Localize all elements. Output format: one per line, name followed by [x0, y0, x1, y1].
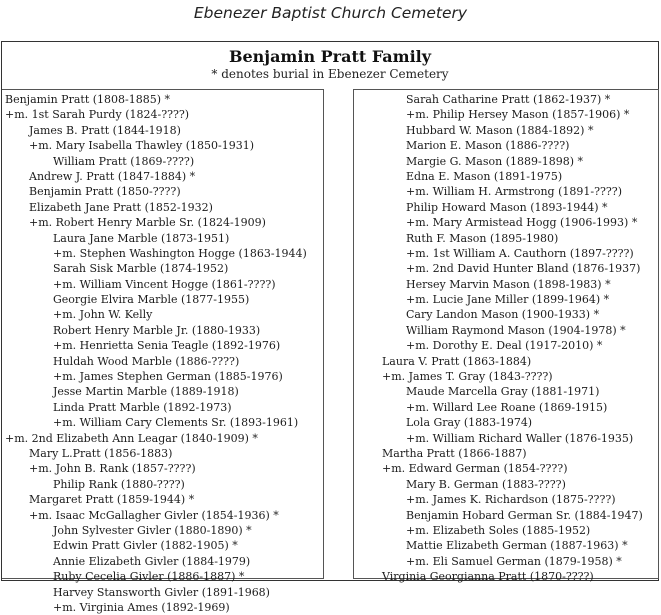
right-column	[353, 89, 659, 584]
family-member-entry: +m. Stephen Washington Hogge (1863-1944)	[53, 246, 307, 260]
family-member-entry: +m. Elizabeth Soles (1885-1952)	[406, 523, 591, 537]
page-title: Ebenezer Baptist Church Cemetery	[193, 4, 468, 22]
family-member-entry: +m. Dorothy E. Deal (1917-2010) *	[406, 339, 603, 353]
family-member-entry: Mary L.Pratt (1856-1883)	[29, 446, 173, 460]
family-member-entry: Martha Pratt (1866-1887)	[382, 446, 527, 460]
family-member-entry: Philip Rank (1880-????)	[53, 477, 185, 491]
burial-legend: * denotes burial in Ebenezer Cemetery	[211, 67, 449, 81]
family-title: Benjamin Pratt Family	[228, 47, 432, 66]
family-member-entry: Linda Pratt Marble (1892-1973)	[53, 400, 232, 414]
family-member-entry: Sarah Sisk Marble (1874-1952)	[53, 262, 229, 276]
family-member-entry: +m. John B. Rank (1857-????)	[29, 462, 196, 476]
family-member-entry: +m. 1st William A. Cauthorn (1897-????)	[406, 246, 634, 260]
family-member-entry: Sarah Catharine Pratt (1862-1937) *	[406, 93, 611, 106]
family-member-entry: Andrew J. Pratt (1847-1884) *	[29, 169, 196, 183]
family-member-entry: +m. James Stephen German (1885-1976)	[53, 370, 283, 384]
family-member-entry: Huldah Wood Marble (1886-????)	[53, 354, 240, 368]
family-member-entry: +m. Virginia Ames (1892-1969)	[53, 600, 230, 614]
family-table	[1, 41, 659, 614]
family-member-entry: +m. William Cary Clements Sr. (1893-1961)	[53, 416, 299, 430]
family-member-entry: +m. Henrietta Senia Teagle (1892-1976)	[53, 339, 281, 353]
family-member-entry: +m. William Vincent Hogge (1861-????)	[53, 277, 276, 291]
family-member-entry: Mary B. German (1883-????)	[406, 477, 566, 491]
family-member-entry: +m. Lucie Jane Miller (1899-1964) *	[406, 293, 610, 307]
family-member-entry: +m. William Richard Waller (1876-1935)	[406, 431, 634, 445]
family-member-entry: Benjamin Pratt (1850-????)	[29, 185, 181, 199]
family-member-entry: Hubbard W. Mason (1884-1892) *	[406, 123, 594, 137]
family-member-entry: Maude Marcella Gray (1881-1971)	[406, 385, 600, 399]
family-member-entry: James B. Pratt (1844-1918)	[29, 123, 181, 137]
family-member-entry: +m. Mary Armistead Hogg (1906-1993) *	[406, 216, 638, 230]
family-member-entry: +m. William H. Armstrong (1891-????)	[406, 185, 622, 199]
family-member-entry: Ruth F. Mason (1895-1980)	[406, 231, 559, 245]
family-member-entry: +m. Isaac McGallagher Givler (1854-1936) *	[29, 508, 279, 522]
family-member-entry: Laura Jane Marble (1873-1951)	[53, 231, 230, 245]
family-member-entry: Annie Elizabeth Givler (1884-1979)	[53, 554, 251, 568]
family-member-entry: Elizabeth Jane Pratt (1852-1932)	[29, 200, 213, 214]
family-member-entry: +m. 2nd Elizabeth Ann Leagar (1840-1909) *	[5, 431, 258, 445]
family-member-entry: Virginia Georgianna Pratt (1870-????)	[382, 570, 594, 584]
family-member-entry: Robert Henry Marble Jr. (1880-1933)	[53, 323, 261, 337]
family-member-entry: Ruby Cecelia Givler (1886-1887) *	[53, 570, 245, 584]
family-member-entry: +m. Robert Henry Marble Sr. (1824-1909)	[29, 216, 266, 230]
family-member-entry: Philip Howard Mason (1893-1944) *	[406, 200, 608, 214]
family-member-entry: +m. Edward German (1854-????)	[382, 462, 568, 476]
family-member-entry: +m. John W. Kelly	[53, 308, 153, 322]
family-member-entry: Edwin Pratt Givler (1882-1905) *	[53, 539, 238, 553]
family-member-entry: William Pratt (1869-????)	[53, 154, 195, 168]
family-member-entry: +m. Eli Samuel German (1879-1958) *	[406, 554, 622, 568]
family-member-entry: Georgie Elvira Marble (1877-1955)	[53, 293, 250, 307]
family-member-entry: +m. 2nd David Hunter Bland (1876-1937)	[406, 262, 641, 276]
family-member-entry: Cary Landon Mason (1900-1933) *	[406, 308, 600, 322]
family-member-entry: +m. Willard Lee Roane (1869-1915)	[406, 400, 608, 414]
family-member-entry: Harvey Stansworth Givler (1891-1968)	[53, 585, 270, 599]
family-member-entry: Edna E. Mason (1891-1975)	[406, 169, 563, 183]
family-member-entry: Margaret Pratt (1859-1944) *	[29, 493, 195, 507]
family-member-entry: Mattie Elizabeth German (1887-1963) *	[406, 539, 628, 553]
family-member-entry: +m. Mary Isabella Thawley (1850-1931)	[29, 139, 255, 153]
family-member-entry: +m. James K. Richardson (1875-????)	[406, 493, 616, 507]
family-member-entry: Margie G. Mason (1889-1898) *	[406, 154, 583, 168]
family-member-entry: +m. James T. Gray (1843-????)	[382, 370, 553, 384]
family-member-entry: Benjamin Hobard German Sr. (1884-1947)	[406, 508, 643, 522]
family-member-entry: William Raymond Mason (1904-1978) *	[406, 323, 626, 337]
family-member-entry: John Sylvester Givler (1880-1890) *	[53, 523, 252, 537]
family-member-entry: Lola Gray (1883-1974)	[406, 416, 533, 430]
family-member-entry: Jesse Martin Marble (1889-1918)	[53, 385, 239, 399]
family-member-entry: +m. Philip Hersey Mason (1857-1906) *	[406, 108, 630, 122]
family-member-entry: Benjamin Pratt (1808-1885) *	[5, 93, 171, 106]
family-member-entry: Hersey Marvin Mason (1898-1983) *	[406, 277, 611, 291]
family-member-entry: Marion E. Mason (1886-????)	[406, 139, 570, 153]
left-column	[2, 89, 324, 614]
family-member-entry: Laura V. Pratt (1863-1884)	[382, 354, 532, 368]
family-member-entry: +m. 1st Sarah Purdy (1824-????)	[5, 108, 190, 122]
